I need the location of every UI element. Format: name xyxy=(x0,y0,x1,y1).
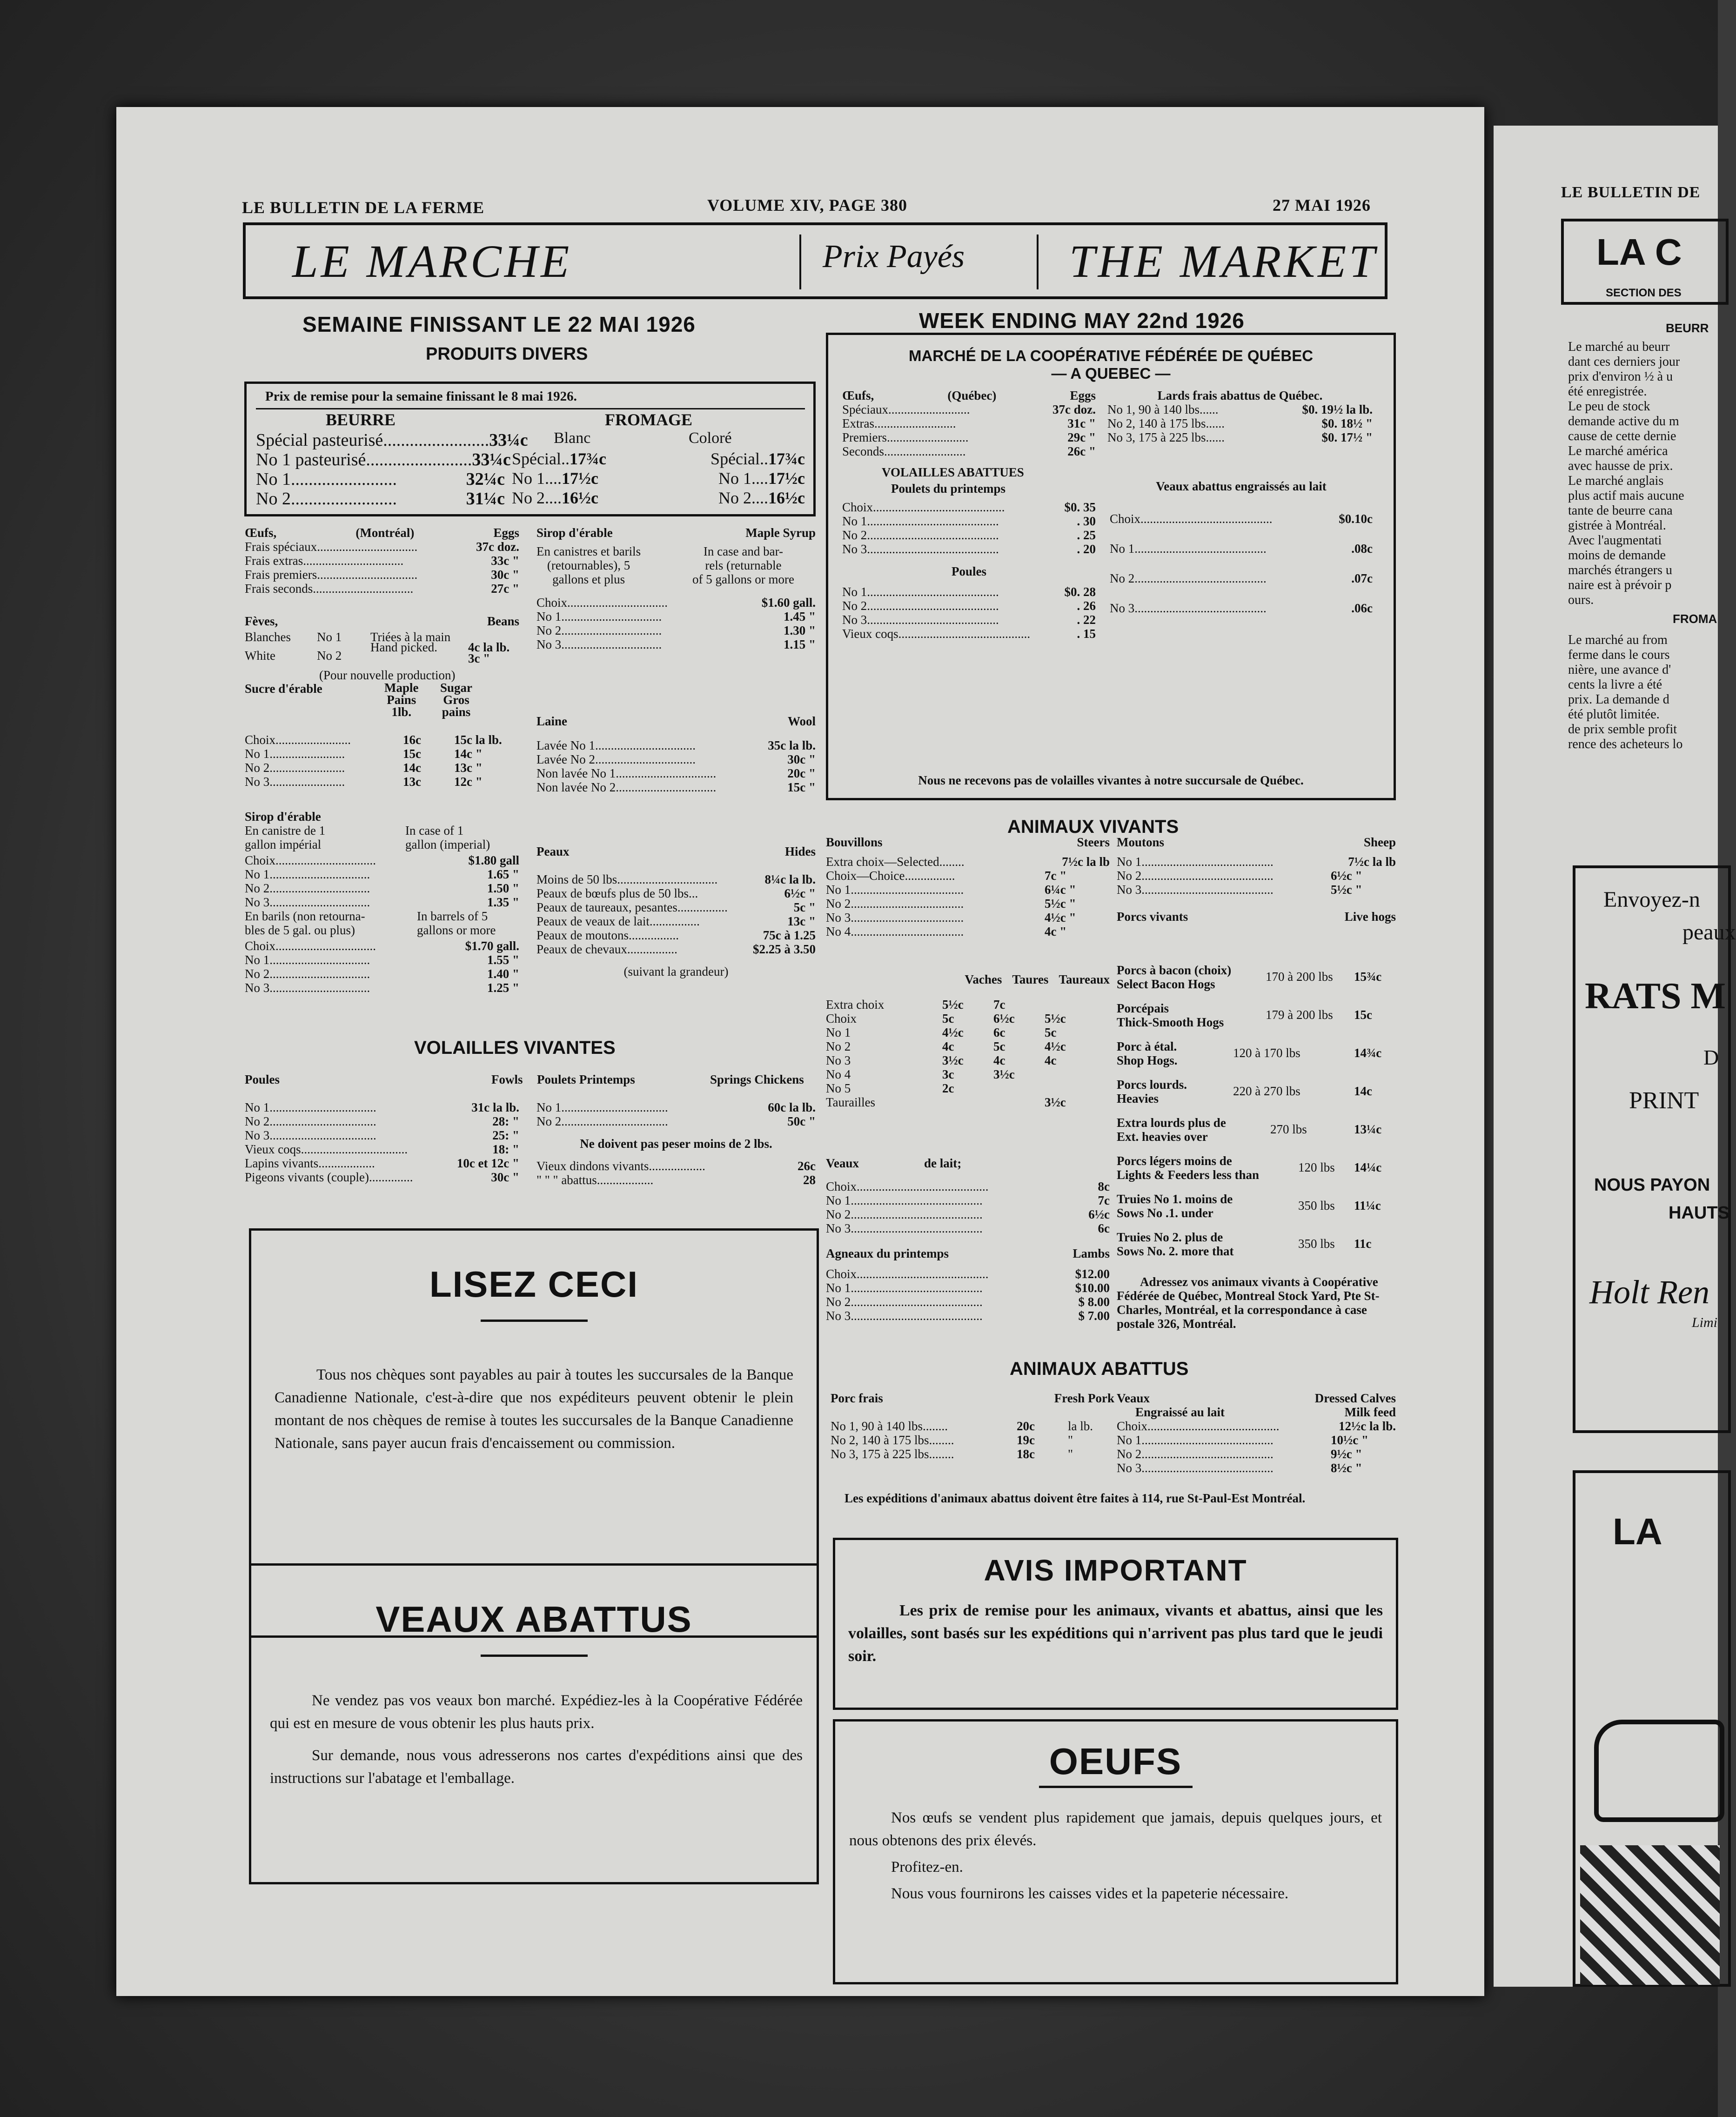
next-page-ad-box-2: LA xyxy=(1573,1470,1731,1987)
rule xyxy=(481,1320,588,1322)
week-fr: SEMAINE FINISSANT LE 22 MAI 1926 xyxy=(302,312,696,336)
beurre-list: Spécial pasteurisé ........................ 33¼c No 1 pasteurisé ........................ 33¼c No 1 ........................ 32¼c No 2 ........................ 31¼c xyxy=(256,430,528,509)
volailles-poules-list: No 1 .................................. 31c la lb. No 2 .................................. 28: " No 3 .................................. 25: " Vieux coqs .................................. 18: " Lapins vivants .................. 10c et 12c " Pigeons vivants (couple) .............. 30c " xyxy=(245,1100,519,1184)
rule xyxy=(481,1655,588,1657)
oeufs-title: OEUFS xyxy=(1049,1741,1182,1782)
lisez-ceci-text: Tous nos chèques sont payables au pair à toutes les succursales de la Banque Canadienne Nationale, c'est-à-dire que nos expéditeurs peuvent obtenir le plein montant de nos chèques de remise à toutes les succursales de la Banque Canadienne Nationale, sans payer aucun frais d'encaissement ou commission. xyxy=(275,1367,793,1452)
running-header-center: VOLUME XIV, PAGE 380 xyxy=(707,196,907,214)
peaux-section: Peaux Hides Moins de 50 lbs ................................ 8¼c la lb. Peaux de bœufs plus de 50 lbs ... 6½c " Peaux de taureaux, pesantes ................ 5c " Peaux de veaux de lait ................ 13c " Peaux de moutons ................ 75c à 1.25 Peaux de chevaux ................ $2.25 à 3.50 (suivant la grandeur) xyxy=(536,844,816,978)
running-header-left: LE BULLETIN DE LA FERME xyxy=(242,198,485,217)
laine-section: Laine Wool Lavée No 1 ................................ 35c la lb. Lavée No 2 ................................ 30c " Non lavée No 1 ................................ 20c " Non lavée No 2 ................................ 15c " xyxy=(536,714,816,794)
coop-veaux: Veaux abattus engraissés au lait Choix .......................................... $0.10c No 1 .......................................... .08c No 2 .......................................... .07c No 3 .......................................... .06c xyxy=(1110,479,1373,615)
sirop-erable-mid: Sirop d'érable Maple Syrup En canistres et barils (retournables), 5 gallons et plus In case and bar- rels (returnable of 5 gallons or more Choix ................................ $1.60 gall. No 1 ................................ 1.45 " No 2 ................................ 1.30 " No 3 ................................ 1.15 " xyxy=(536,526,816,651)
divider xyxy=(256,408,805,409)
lisez-ceci-title: LISEZ CECI xyxy=(429,1264,639,1305)
porcs-list: Porcs à bacon (choix) Select Bacon Hogs 170 à 200 lbs 15¾c Porcépais Thick-Smooth Hogs 179 à 200 lbs 15c Porc à étal. Shop Hogs. 120 à 170 lbs 14¾c Porcs lourds. Heavies 220 à 270 lbs 14c Extra lourds plus de Ext. heavies over 270 lbs 13¼c Porcs légers moins de Lights & Feeders less than 120 lbs 14¼c Truies No 1. moins de Sows No .1. under 350 lbs 11¼c Truies No 2. plus de Sows No. 2. more that 350 lbs 11c xyxy=(1117,963,1382,1258)
coop-poulets-list: Choix .......................................... $0. 35 No 1 .......................................... . 30 No 2 .......................................... . 25 No 3 .......................................... . 20 Poules No 1 .......................................... $0. 28 No 2 .......................................... . 26 No 3 .......................................... . 22 Vieux coqs .......................................... . 15 xyxy=(842,500,1096,641)
fromage-colore-label: Coloré xyxy=(689,429,732,447)
veaux-de-lait-section: Veaux de lait; Choix .......................................... 8c No 1 .......................................... 7c No 2 .......................................... 6½c No 3 .......................................... 6c Agneaux du printemps Lambs Choix .......................................... $12.00 No 1 .......................................... $10.00 No 2 .......................................... $ 8.00 No 3 .......................................... $ 7.00 xyxy=(826,1156,1110,1323)
banner-title-en: THE MARKET xyxy=(1069,235,1378,287)
remise-title: Prix de remise pour la semaine finissant le 8 mai 1926. xyxy=(265,389,577,404)
oeufs-p1: Nos œufs se vendent plus rapidement que jamais, depuis quelques jours, et nous obtenons des prix élevés. xyxy=(849,1809,1382,1849)
oeufs-p3: Nous vous fournirons les caisses vides et la papeterie nécessaire. xyxy=(891,1885,1289,1902)
next-beurre-title: BEURR xyxy=(1666,321,1709,335)
veaux-abattus-box xyxy=(249,1563,819,1884)
oeufs-montreal: Œufs, (Montréal) Eggs Frais spéciaux ................................ 37c doz. Frais extras ................................ 33c " Frais premiers ................................ 30c " Frais seconds ................................ 27c " xyxy=(245,526,519,596)
rule xyxy=(1039,1786,1193,1788)
next-page-ad-box: Envoyez-n peaux RATS M D PRINT NOUS PAYON HAUTS Holt Ren Limi xyxy=(1573,865,1731,1433)
banner-title-fr: LE MARCHE xyxy=(292,235,572,287)
market-banner xyxy=(243,222,1387,299)
oeufs-box xyxy=(833,1719,1398,1984)
avis-important-title: AVIS IMPORTANT xyxy=(984,1554,1247,1587)
veaux-abattus-p2: Sur demande, nous vous adresserons nos cartes d'expéditions ainsi que des instructions sur l'abatage et l'emballage. xyxy=(270,1747,803,1787)
remise-box xyxy=(244,382,816,516)
animaux-vivants-title: ANIMAUX VIVANTS xyxy=(1007,817,1179,837)
volailles-vivantes: Poules Fowls Poulets Printemps Springs Chickens xyxy=(245,1072,804,1086)
vaches-section: Vaches Taures Taureaux Extra choix 5½c 7c Choix 5c 6½c 5½c No 1 4½c 6c 5c No 2 4c 5c 4½c No 3 3½c 4c 4c No 4 3c 3½c No 5 2c Taurailles 3½c xyxy=(826,972,1110,1109)
next-fromage-title: FROMA xyxy=(1673,612,1717,626)
next-page-banner: LA C SECTION DES xyxy=(1561,219,1729,305)
avis-important-text: Les prix de remise pour les animaux, vivants et abattus, ainsi que les volailles, sont basés sur les expéditions qui n'arrivent pas plus tard que le jeudi soir. xyxy=(848,1602,1383,1665)
moutons-section: Moutons Sheep No 1 .......................................... 7½c la lb No 2 .......................................... 6½c " No 3 .......................................... 5½c " Porcs vivants Live hogs xyxy=(1117,835,1396,924)
registered-badge-icon xyxy=(1580,1845,1720,1985)
coop-poulets-label: Poulets du printemps xyxy=(891,482,1006,496)
week-en: WEEK ENDING MAY 22nd 1926 xyxy=(919,308,1245,333)
volailles-poulets-list: No 1 .................................. 60c la lb. No 2 .................................. 50c " Ne doivent pas peser moins de 2 lbs. Vieux dindons vivants .................. 26c " " " abattus .................. 28 xyxy=(536,1100,816,1187)
coop-oeufs: Œufs, (Québec) Eggs Spéciaux .......................... 37c doz. Extras .......................... 31c " Premiers .......................... 29c " Seconds .......................... 26c " xyxy=(842,389,1096,458)
next-page-column-2: Le marché au from ferme dans le cours nière, une avance d' cents la livre a été prix. La demande d été plutôt limitée. de prix semble profit rence des acheteurs lo xyxy=(1568,633,1683,751)
next-page-header: LE BULLETIN DE xyxy=(1561,184,1701,201)
banner-divider xyxy=(799,234,801,289)
fromage-title: FROMAGE xyxy=(605,410,692,429)
brand-logo-icon xyxy=(1594,1720,1724,1822)
cooperative-market-box xyxy=(826,333,1396,800)
bouvillons-section: Bouvillons Steers Extra choix—Selected ........ 7½c la lb Choix—Choice ................ 7c " No 1 .................................... 6¼c " No 2 .................................... 5½c " No 3 .................................... 4½c " No 4 .................................... 4c " xyxy=(826,835,1110,938)
banner-subtitle: Prix Payés xyxy=(823,239,965,275)
dressed-calves-section: Veaux Dressed Calves Engraissé au lait Milk feed Choix .......................................... 12½c la lb. No 1 .......................................... 10½c " No 2 .......................................... 9½c " No 3 .......................................... 8½c " xyxy=(1117,1391,1396,1475)
running-header-date: 27 MAI 1926 xyxy=(1273,196,1371,214)
coop-subtitle: — A QUEBEC — xyxy=(1051,365,1171,382)
feves-section: Fèves, Beans Blanches White No 1 No 2 Triées à la main Hand picked. 4c la lb. 3c " (Pour nouvelle production) xyxy=(245,614,519,682)
holt-renfrew-logo: Holt Ren xyxy=(1589,1273,1709,1311)
fromage-list: Spécial..17¾c Spécial..17¾c No 1....17½c No 1....17½c No 2....16½c No 2....16½c xyxy=(512,449,805,507)
newspaper-page xyxy=(116,107,1484,1996)
animaux-address: Adressez vos animaux vivants à Coopérative Fédérée de Québec, Montreal Stock Yard, Pte St-Charles, Montréal, et la correspondance à case postale 326, Montréal. xyxy=(1117,1275,1380,1331)
avis-important-box xyxy=(833,1538,1398,1710)
beurre-title: BEURRE xyxy=(326,410,396,429)
sirop-erable-left: Sirop d'érable En canistre de 1 gallon impérial In case of 1 gallon (imperial) Choix ................................ $1.80 gall No 1 ................................ 1.65 " No 2 ................................ 1.50 " No 3 ................................ 1.35 " En barils (non retourna- bles de 5 gal. ou plus) In barrels of 5 gallons or more Choix ................................ $1.70 gall. No 1 ................................ 1.55 " No 2 ................................ 1.40 " No 3 ................................ 1.25 " xyxy=(245,810,519,995)
produits-divers-title: PRODUITS DIVERS xyxy=(426,344,588,364)
sucre-erable-section: Sucre d'érable Maple Pains 1lb. Sugar Gros pains Choix ........................ 16c 15c la lb. No 1 ........................ 15c 14c " No 2 ........................ 14c 13c " No 3 ........................ 13c 12c " xyxy=(245,681,502,789)
animaux-abattus-title: ANIMAUX ABATTUS xyxy=(1010,1359,1189,1379)
next-page-edge xyxy=(1494,126,1736,1987)
porc-frais-section: Porc frais Fresh Pork No 1, 90 à 140 lbs........ 20c la lb. No 2, 140 à 175 lbs........ 19c " No 3, 175 à 225 lbs........ 18c " xyxy=(831,1391,1114,1461)
fromage-blanc-label: Blanc xyxy=(554,429,591,447)
oeufs-p2: Profitez-en. xyxy=(891,1859,963,1876)
coop-lards: Lards frais abattus de Québec. No 1, 90 à 140 lbs ...... $0. 19½ la lb. No 2, 140 à 175 lbs ...... $0. 18½ " No 3, 175 à 225 lbs ...... $0. 17½ " xyxy=(1107,389,1373,444)
next-page-column-1: Le marché au beurr dant ces derniers jour prix d'environ ½ à u été enregistrée. Le peu de stock demande active du m cause de cette dernie Le marché américa avec hausse de prix. Le marché anglais plus actif mais aucune tante de beurre cana gistrée à Montréal. Avec l'augmentati moins de demande marchés étrangers u naire est à prévoir p ours. xyxy=(1568,340,1684,607)
volailles-vivantes-title: VOLAILLES VIVANTES xyxy=(414,1038,616,1058)
abattus-note: Les expéditions d'animaux abattus doivent être faites à 114, rue St-Paul-Est Montréal. xyxy=(845,1491,1306,1505)
banner-divider xyxy=(1037,234,1039,289)
coop-volailles-title: VOLAILLES ABATTUES xyxy=(882,465,1024,479)
coop-note: Nous ne recevons pas de volailles vivantes à notre succursale de Québec. xyxy=(918,773,1304,787)
veaux-abattus-title: VEAUX ABATTUS xyxy=(375,1599,692,1640)
coop-title: MARCHÉ DE LA COOPÉRATIVE FÉDÉRÉE DE QUÉBEC xyxy=(908,347,1314,364)
veaux-abattus-p1: Ne vendez pas vos veaux bon marché. Expédiez-les à la Coopérative Fédérée qui est en mesure de vous obtenir les plus hauts prix. xyxy=(270,1692,803,1732)
